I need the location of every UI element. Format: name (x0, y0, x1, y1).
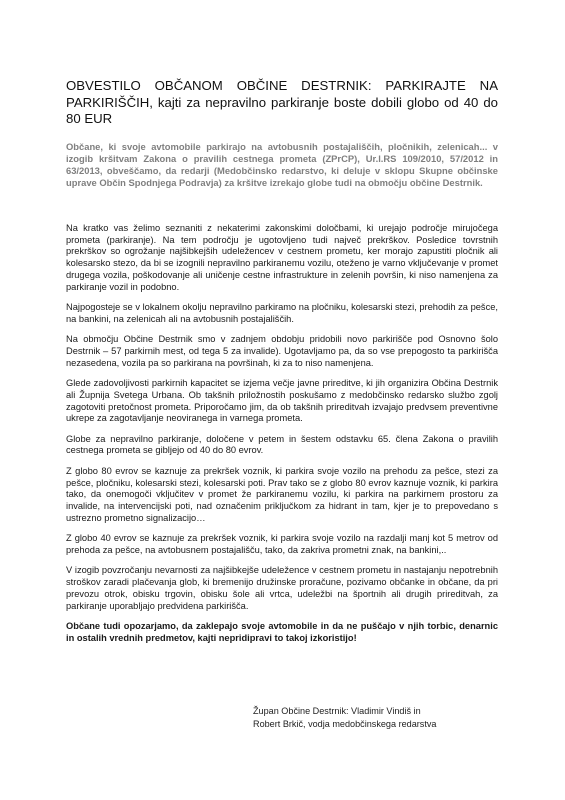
document-title: OBVESTILO OBČANOM OBČINE DESTRNIK: PARKIRAJTE NA PARKIRIŠČIH, kajti za nepravilno parkiranje boste dobili globo od 40 do 80 EUR (66, 78, 498, 126)
lead-paragraph: Občane, ki svoje avtomobile parkirajo na avtobusnih postajališčih, pločnikih, zelenicah... v izogib kršitvam Zakona o pravilih cestnega prometa (ZPrCP), Ur.l.RS 109/2010, 57/2012 in 63/2013, obveščamo, da redarji (Medobčinsko redarstvo, ki deluje v sklopu Skupne občinske uprave Občin Spodnjega Podravja) za kršitve izrekajo globe tudi na območju občine Destrnik. (66, 141, 498, 188)
body-paragraph: Najpogosteje se v lokalnem okolju nepravilno parkiramo na pločniku, kolesarski stezi, prehodih za pešce, na bankini, na zelenicah ali na avtobusnih postajališčih. (66, 302, 498, 324)
body-paragraph: Z globo 80 evrov se kaznuje za prekršek voznik, ki parkira svoje vozilo na prehodu za pešce, stezi za pešce, pločniku, kolesarski stezi, kolesarski poti. Prav tako se z globo 80 evrov kaznuje voznik, ki parkira tako, da onemogoči vključitev v promet že parkiranemu vozilu, ki parkira na parkirnem prostoru za invalide, na intervencijski poti, nad označenim priključkom za hidrant in tam, kjer je to prepovedano s ustrezno prometno signalizacijo… (66, 465, 498, 523)
body-paragraph: Glede zadovoljivosti parkirnih kapacitet se izjema večje javne prireditve, ki jih organizira Občina Destrnik ali Župnija Svetega Urbana. Ob takšnih priložnostih poskušamo z medobčinsko redarsko službo zgolj zagotoviti pretočnost prometa. Priporočamo jim, da ob takšnih prireditvah izvajajo predvsem preventivne ukrepe za zagotavljanje neoviranega in varnega prometa. (66, 378, 498, 424)
body-paragraph: Globe za nepravilno parkiranje, določene v petem in šestem odstavku 65. člena Zakona o pravilih cestnega prometa se gibljejo od 40 do 80 evrov. (66, 433, 498, 456)
body-paragraph: Na območju Občine Destrnik smo v zadnjem obdobju pridobili novo parkirišče pod Osnovno šolo Destrnik – 57 parkirnih mest, od tega 5 za invalide). Ugotavljamo pa, da so vse prepogosto ta parkirišča nezasedena, vozila pa so parkirana na površinah, ki za to niso namenjena. (66, 334, 498, 368)
signature-line-mayor: Župan Občine Destrnik: Vladimir Vindiš in (253, 706, 421, 716)
body-text (66, 223, 498, 653)
signature-block (253, 705, 503, 731)
body-paragraph: Z globo 40 evrov se kaznuje za prekršek voznik, ki parkira svoje vozilo na razdalji manj kot 5 metrov od prehoda za pešce, na avtobusnem postajališču, tako, da zakriva prometni znak, na bankini,.. (66, 533, 498, 555)
body-paragraph: V izogib povzročanju nevarnosti za najšibkejše udeležence v cestnem prometu in nastajanju nepotrebnih stroškov zaradi plačevanja glob, ki bremenijo družinske proračune, pozivamo občanke in občane, da pri prevozu otrok, obisku trgovin, obisku šole ali vrtca, udeležbi na športnih ali drugih prireditvah, za parkiranje uporabljajo predvidena parkirišča. (66, 565, 498, 611)
closing-paragraph: Občane tudi opozarjamo, da zaklepajo svoje avtomobile in da ne puščajo v njih torbic, denarnic in ostalih vrednih predmetov, kajti nepridipravi to takoj izkoristijo! (66, 621, 498, 643)
body-paragraph: Na kratko vas želimo seznaniti z nekaterimi zakonskimi določbami, ki urejajo področje mirujočega prometa (parkiranje). Na tem področju je ugotovljeno tudi največ prekrškov. Posledice tovrstnih prekrškov so ogrožanje najšibkejših udeležencev v cestnem prometu, ker morajo zapustiti pločnik ali kolesarsko stezo, da bi se izognili nepravilno parkiranemu vozilu, oteženo je varno vključevanje v promet drugega vozila, poškodovanje ali uničenje cestne infrastrukture in zelenih površin, ki niso namenjena za parkiranje vozil in podobno. (66, 223, 498, 292)
signature-line-warden: Robert Brkič, vodja medobčinskega redarstva (253, 719, 437, 729)
